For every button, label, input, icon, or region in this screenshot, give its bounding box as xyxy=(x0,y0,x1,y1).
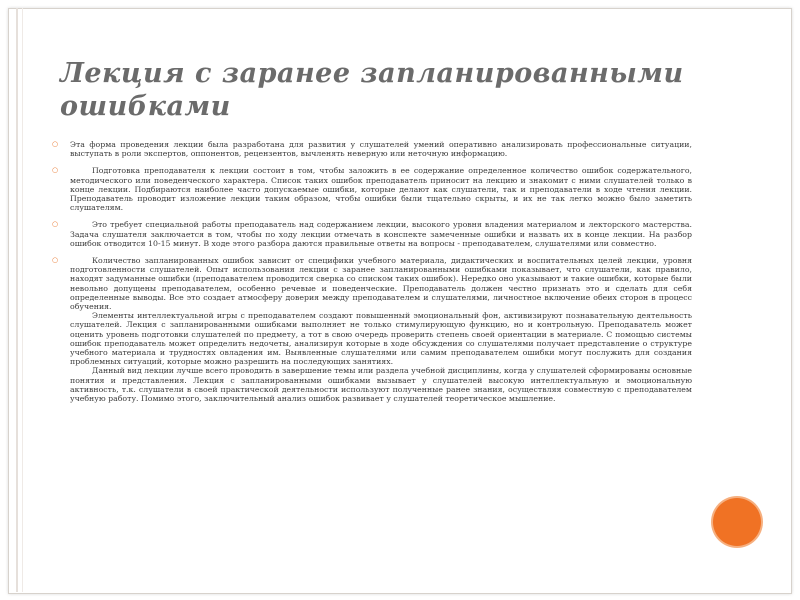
paragraph-2 xyxy=(52,166,692,212)
paragraph-text: Количество запланированных ошибок зависит от специфики учебного материала, дидактических и воспитательных целей лекции, уровня подготовленности слушателей. Опыт использования лекции с заранее запланированными ошибками показывает, что слушатели, как правило, находят задуманные ошибки (преподавателем проводится сверка со списком таких ошибок). Нередко оно указывают и такие ошибки, которые были невольно допущены преподавателем, особенно речевые и поведенческие. Преподаватель должен честно признать это и сделать для себя определенные выводы. Все это создает атмосферу доверия между преподавателем и слушателями, личностное включение обеих сторон в процесс обучения. xyxy=(70,256,692,312)
paragraph-text: Это требует специальной работы преподаватель над содержанием лекции, высокого уровня владения материалом и лекторского мастерства. Задача слушателя заключается в том, чтобы по ходу лекции отмечать в конспекте замеченные ошибки и назвать их в конце лекции. На разбор ошибок отводится 10-15 минут. В ходе этого разбора даются правильные ответы на вопросы - преподавателем, слушателями или совместно. xyxy=(70,220,692,248)
paragraph-6 xyxy=(52,366,692,403)
slide-body xyxy=(52,140,692,403)
paragraph-1 xyxy=(52,140,692,158)
paragraph-4 xyxy=(52,256,692,311)
paragraph-3 xyxy=(52,220,692,248)
slide-left-rule-thin xyxy=(22,8,23,592)
decorative-orange-circle xyxy=(713,498,761,546)
bullet-icon: ○ xyxy=(52,166,59,175)
paragraph-text: Подготовка преподавателя к лекции состоит в том, чтобы заложить в ее содержание определенное количество ошибок содержательного, методического или поведенческого характера. Список таких ошибок преподаватель приносит на лекцию и знакомит с ними слушателей только в конце лекции. Подбираются наиболее часто допускаемые ошибки, которые делают как слушатели, так и преподаватели в ходе чтения лекции. Преподаватель проводит изложение лекции таким образом, чтобы ошибки были тщательно скрыты, и их не так легко можно было заметить слушателям. xyxy=(70,166,692,213)
slide-title: Лекция с заранее запланированными ошибками xyxy=(60,58,684,122)
paragraph-5 xyxy=(52,311,692,366)
paragraph-text: Данный вид лекции лучше всего проводить в завершение темы или раздела учебной дисциплины, когда у слушателей сформированы основные понятия и представления. Лекция с запланированными ошибками вызывает у слушателей высокую интеллектуальную и эмоциональную активность, т.к. слушатели в своей практической деятельности используют полученные ранее знания, осуществляя совместную с преподавателем учебную работу. Помимо этого, заключительный анализ ошибок развивает у слушателей теоретическое мышление. xyxy=(70,366,693,404)
paragraph-text: Элементы интеллектуальной игры с преподавателем создают повышенный эмоциональный фон, активизируют познавательную деятельность слушателей. Лекция с запланированными ошибками выполняет не только стимулирующую функцию, но и контрольную. Преподаватель может оценить уровень подготовки слушателей по предмету, а тот в свою очередь проверить степень своей ориентации в материале. С помощью системы ошибок преподаватель может определить недочеты, анализируя которые в ходе обсуждения со слушателями получает представление о структуре учебного материала и трудностях овладения им. Выявленные слушателями или самим преподавателем ошибки могут послужить для создания проблемных ситуаций, которые можно разрешить на последующих занятиях. xyxy=(70,311,692,367)
paragraph-text: Эта форма проведения лекции была разработана для развития у слушателей умений оперативно анализировать профессиональные ситуации, выступать в роли экспертов, оппонентов, рецензентов, вычленять неверную или неточную информацию. xyxy=(70,140,692,159)
bullet-icon: ○ xyxy=(52,140,59,148)
bullet-icon: ○ xyxy=(52,256,59,265)
slide-left-rule xyxy=(16,8,18,592)
bullet-icon: ○ xyxy=(52,220,59,229)
